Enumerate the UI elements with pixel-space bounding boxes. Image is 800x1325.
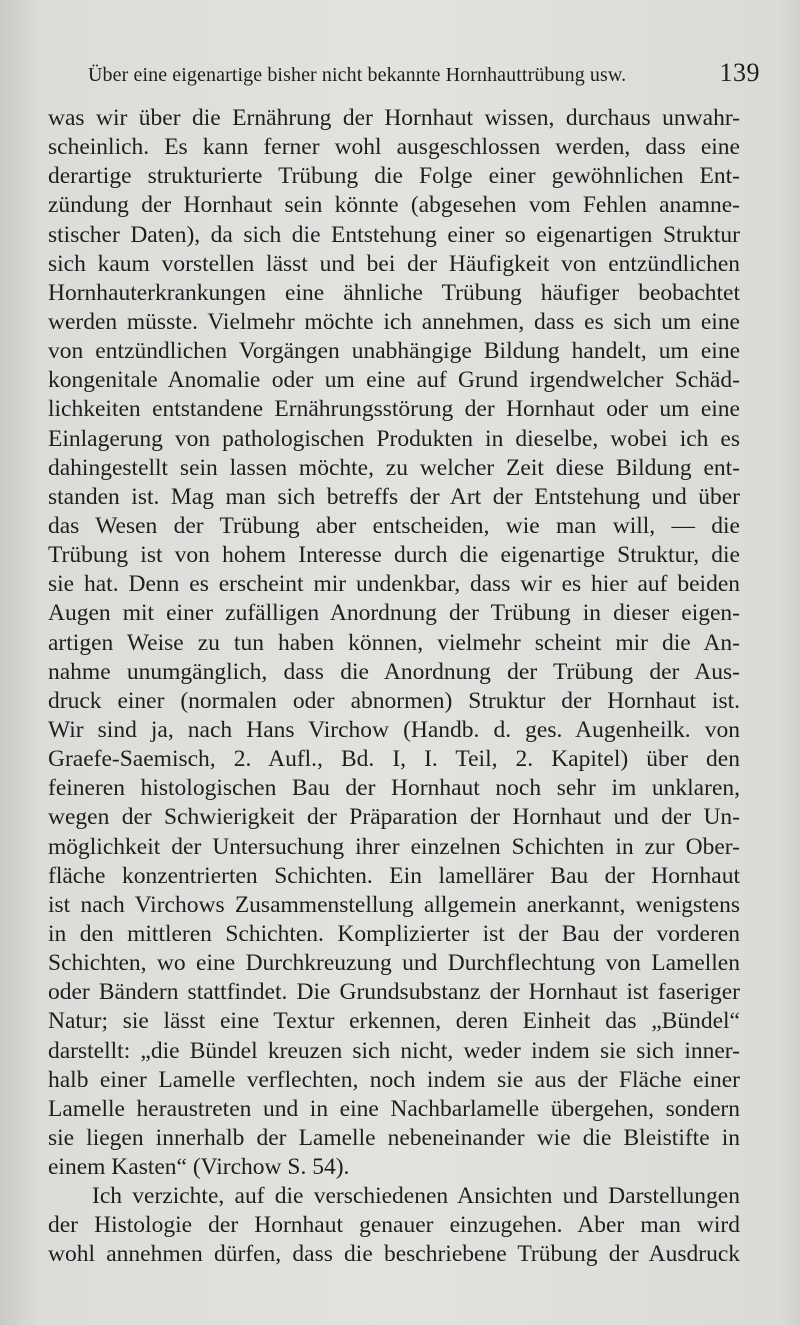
text-line: druck einer (normalen oder abnormen) Struktur der Hornhaut ist. — [48, 687, 740, 714]
text-line: Trübung ist von hohem Interesse durch die eigenartige Struktur, die — [48, 542, 740, 569]
text-line: kongenitale Anomalie oder um eine auf Grund irgendwelcher Schäd- — [48, 367, 740, 394]
text-line: Augen mit einer zufälligen Anordnung der Trübung in dieser eigen- — [48, 600, 740, 627]
text-line: derartige strukturierte Trübung die Folge einer gewöhnlichen Ent- — [48, 163, 740, 190]
text-line: einem Kasten“ (Virchow S. 54). — [48, 1154, 350, 1181]
body-text — [48, 104, 740, 1270]
text-line: sie hat. Denn es erscheint mir undenkbar, dass wir es hier auf beiden — [48, 571, 740, 598]
text-line: in den mittleren Schichten. Komplizierter ist der Bau der vorderen — [48, 920, 740, 947]
text-line: Wir sind ja, nach Hans Virchow (Handb. d. ges. Augenheilk. von — [48, 716, 740, 743]
text-line: Hornhauterkrankungen eine ähnliche Trübung häufiger beobachtet — [48, 279, 740, 306]
text-line: sich kaum vorstellen lässt und bei der Häufigkeit von entzündlichen — [48, 250, 740, 277]
running-title: Über eine eigenartige bisher nicht bekannte Hornhauttrübung usw. — [88, 64, 627, 86]
text-line: was wir über die Ernährung der Hornhaut wissen, durchaus unwahr- — [48, 105, 740, 131]
text-line: zündung der Hornhaut sein könnte (abgesehen vom Fehlen anamne- — [48, 192, 740, 219]
text-line: oder Bändern stattfindet. Die Grundsubstanz der Hornhaut ist faseriger — [48, 979, 740, 1006]
text-line: halb einer Lamelle verflechten, noch indem sie aus der Fläche einer — [48, 1066, 740, 1093]
text-line: darstellt: „die Bündel kreuzen sich nicht, weder indem sie sich inner- — [48, 1037, 740, 1064]
text-line: Graefe-Saemisch, 2. Aufl., Bd. I, I. Teil, 2. Kapitel) über den — [48, 746, 740, 773]
text-line: Natur; sie lässt eine Textur erkennen, deren Einheit das „Bündel“ — [48, 1008, 740, 1035]
text-line: das Wesen der Trübung aber entscheiden, wie man will, — die — [48, 512, 740, 539]
text-line: nahme unumgänglich, dass die Anordnung der Trübung der Aus- — [48, 658, 740, 685]
text-line: ist nach Virchows Zusammenstellung allgemein anerkannt, wenigstens — [48, 891, 740, 918]
page-number: 139 — [719, 58, 760, 87]
text-line: Lamelle heraustreten und in eine Nachbarlamelle übergehen, sondern — [48, 1095, 740, 1122]
paragraph-1 — [48, 104, 740, 1182]
text-line: werden müsste. Vielmehr möchte ich annehmen, dass es sich um eine — [48, 308, 740, 335]
text-line: dahingestellt sein lassen möchte, zu welcher Zeit diese Bildung ent- — [48, 454, 740, 481]
text-line: von entzündlichen Vorgängen unabhängige Bildung handelt, um eine — [48, 338, 740, 365]
text-line: standen ist. Mag man sich betreffs der Art der Entstehung und über — [48, 483, 740, 510]
running-head — [88, 58, 760, 94]
text-line: Schichten, wo eine Durchkreuzung und Durchflechtung von Lamellen — [48, 950, 740, 977]
text-line: wegen der Schwierigkeit der Präparation der Hornhaut und der Un- — [48, 804, 740, 831]
text-line: feineren histologischen Bau der Hornhaut noch sehr im unklaren, — [48, 775, 740, 802]
text-line: möglichkeit der Untersuchung ihrer einzelnen Schichten in zur Ober- — [48, 833, 740, 860]
text-line: Einlagerung von pathologischen Produkten in dieselbe, wobei ich es — [48, 425, 740, 452]
text-line: wohl annehmen dürfen, dass die beschriebene Trübung der Ausdruck — [48, 1241, 740, 1268]
text-line: fläche konzentrierten Schichten. Ein lamellärer Bau der Hornhaut — [48, 862, 740, 889]
text-line: stischer Daten), da sich die Entstehung einer so eigenartigen Struktur — [48, 221, 740, 248]
text-line: sie liegen innerhalb der Lamelle nebeneinander wie die Bleistifte in — [48, 1124, 740, 1151]
text-line: scheinlich. Es kann ferner wohl ausgeschlossen werden, dass eine — [48, 134, 740, 161]
text-line: Ich verzichte, auf die verschiedenen Ansichten und Darstellungen — [92, 1183, 740, 1210]
text-line: der Histologie der Hornhaut genauer einzugehen. Aber man wird — [48, 1212, 740, 1239]
text-line: lichkeiten entstandene Ernährungsstörung der Hornhaut oder um eine — [48, 396, 740, 423]
text-line: artigen Weise zu tun haben können, vielmehr scheint mir die An- — [48, 629, 740, 656]
paragraph-2 — [48, 1182, 740, 1269]
